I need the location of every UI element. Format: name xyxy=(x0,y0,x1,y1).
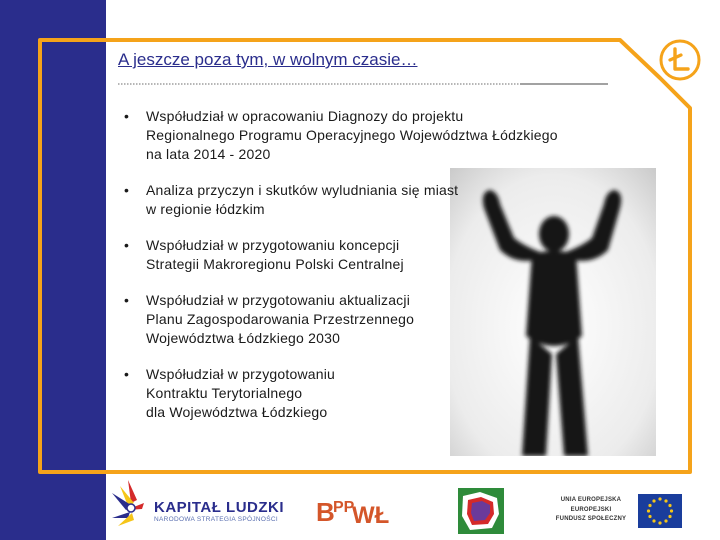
bullet-marker: • xyxy=(124,292,130,308)
kapital-ludzki-label: KAPITAŁ LUDZKI xyxy=(154,499,285,516)
bullet-marker: • xyxy=(124,366,130,382)
eu-label-line1: UNIA EUROPEJSKA xyxy=(560,497,622,503)
list-item xyxy=(120,291,640,348)
bullet-list xyxy=(120,107,640,439)
kapital-ludzki-logo-icon xyxy=(112,480,144,526)
svg-text:WŁ: WŁ xyxy=(352,502,390,529)
slide-title: A jeszcze poza tym, w wolnym czasie… xyxy=(118,50,418,69)
lodzkie-map-icon xyxy=(458,488,504,534)
bullet-text: Współudział w przygotowaniu Kontraktu Terytorialnego dla Województwa Łódzkiego xyxy=(146,366,336,420)
list-item xyxy=(120,236,640,274)
list-item xyxy=(120,107,640,164)
bullet-marker: • xyxy=(124,237,130,253)
svg-text:B: B xyxy=(316,497,334,527)
kapital-ludzki-subtitle: NARODOWA STRATEGIA SPÓJNOŚCI xyxy=(154,516,278,523)
bppwl-logo-icon xyxy=(316,497,389,529)
lodzkie-l-logo-icon xyxy=(658,38,702,82)
bullet-marker: • xyxy=(124,108,130,124)
svg-text:PP: PP xyxy=(333,499,355,516)
eu-label-line3: FUNDUSZ SPOŁECZNY xyxy=(555,516,627,522)
bullet-text: Analiza przyczyn i skutków wyludniania się miast w regionie łódzkim xyxy=(146,182,459,217)
bullet-text: Współudział w opracowaniu Diagnozy do projektu Regionalnego Programu Operacyjnego Województwa Łódzkiego na lata 2014 - 2020 xyxy=(146,108,558,162)
bullet-text: Współudział w przygotowaniu koncepcji Strategii Makroregionu Polski Centralnej xyxy=(146,237,404,272)
eu-flag-icon xyxy=(638,494,682,528)
bullet-text: Współudział w przygotowaniu aktualizacji Planu Zagospodarowania Przestrzennego Województwa Łódzkiego 2030 xyxy=(146,292,415,346)
eu-label-line2: EUROPEJSKI xyxy=(570,507,612,513)
list-item xyxy=(120,181,640,219)
list-item xyxy=(120,365,640,422)
bullet-marker: • xyxy=(124,182,130,198)
